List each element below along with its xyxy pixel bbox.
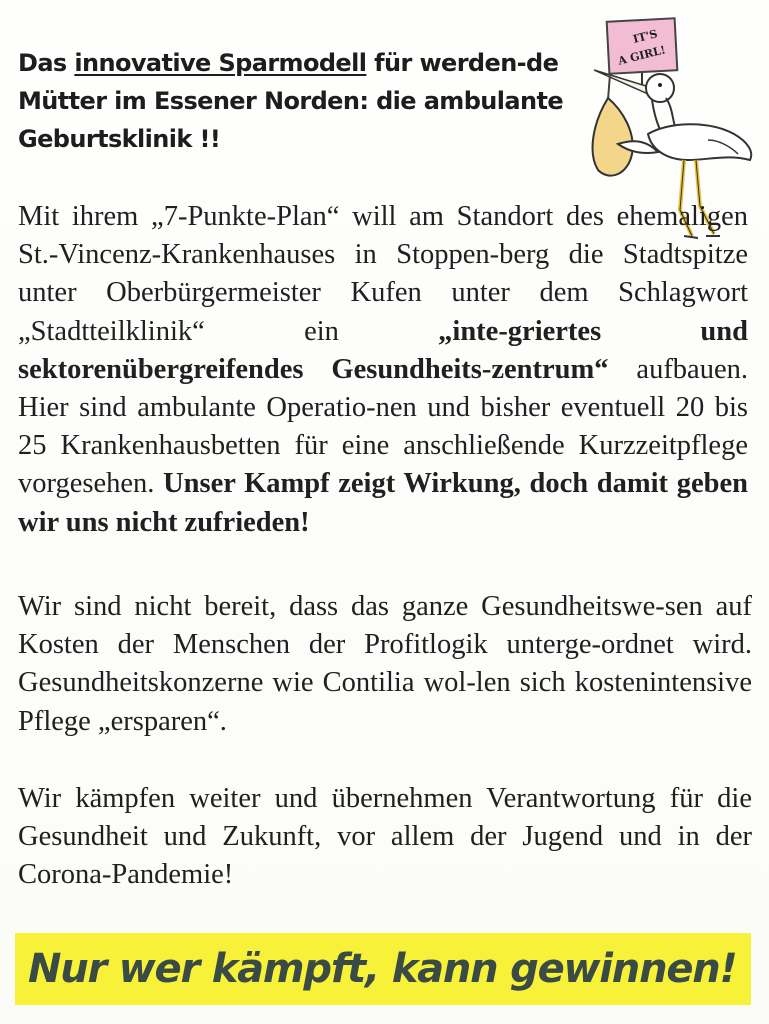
slogan-text: Nur wer kämpft, kann gewinnen! [28,946,737,992]
paragraph-1 [18,198,748,542]
paragraph-1-text2: aufbauen. Hier sind ambulante Operatio-nen und bisher eventuell 20 bis 25 Krankenhausbetten für eine anschließende Kurzzeitpflege vorgesehen. [18,353,748,500]
paragraph-3 [18,780,752,895]
baby-bundle-icon [593,98,633,176]
paragraph-2-text: Wir sind nicht bereit, dass das ganze Gesundheitswe-sen auf Kosten der Menschen der Profitlogik unterge-ordnet wird. Gesundheitskonzerne wie Contilia wol-len sich kostenintensive Pflege „ersparen“. [18,591,752,737]
headline-underlined: innovative Sparmodell [74,49,367,77]
paragraph-3-text: Wir kämpfen weiter und übernehmen Verantwortung für die Gesundheit und Zukunft, vor allem der Jugend und in der Corona-Pandemie! [18,783,752,891]
headline-part1: Das [18,49,75,77]
sign-line2: A GIRL! [616,43,667,68]
headline-part2: für werden-de Mütter im Essener Norden: die ambulante Geburtsklinik !! [18,49,564,153]
paragraph-2 [18,588,752,741]
paragraph-1-bold2: Unser Kampf zeigt Wirkung, doch damit geben wir uns nicht zufrieden! [18,468,748,538]
paragraph-1-text1: Mit ihrem „7-Punkte-Plan“ will am Standort des ehemaligen St.-Vincenz-Krankenhauses in Stoppen-berg die Stadtspitze unter Oberbürgermeister Kufen unter dem Schlagwort „Stadtteilklinik“ ein [18,201,748,347]
headline [18,44,578,158]
paragraph-1-bold1: „inte-griertes und sektorenübergreifendes Gesundheits-zentrum“ [18,315,748,385]
its-a-girl-sign [607,18,678,73]
sign-line1: IT'S [631,27,659,46]
